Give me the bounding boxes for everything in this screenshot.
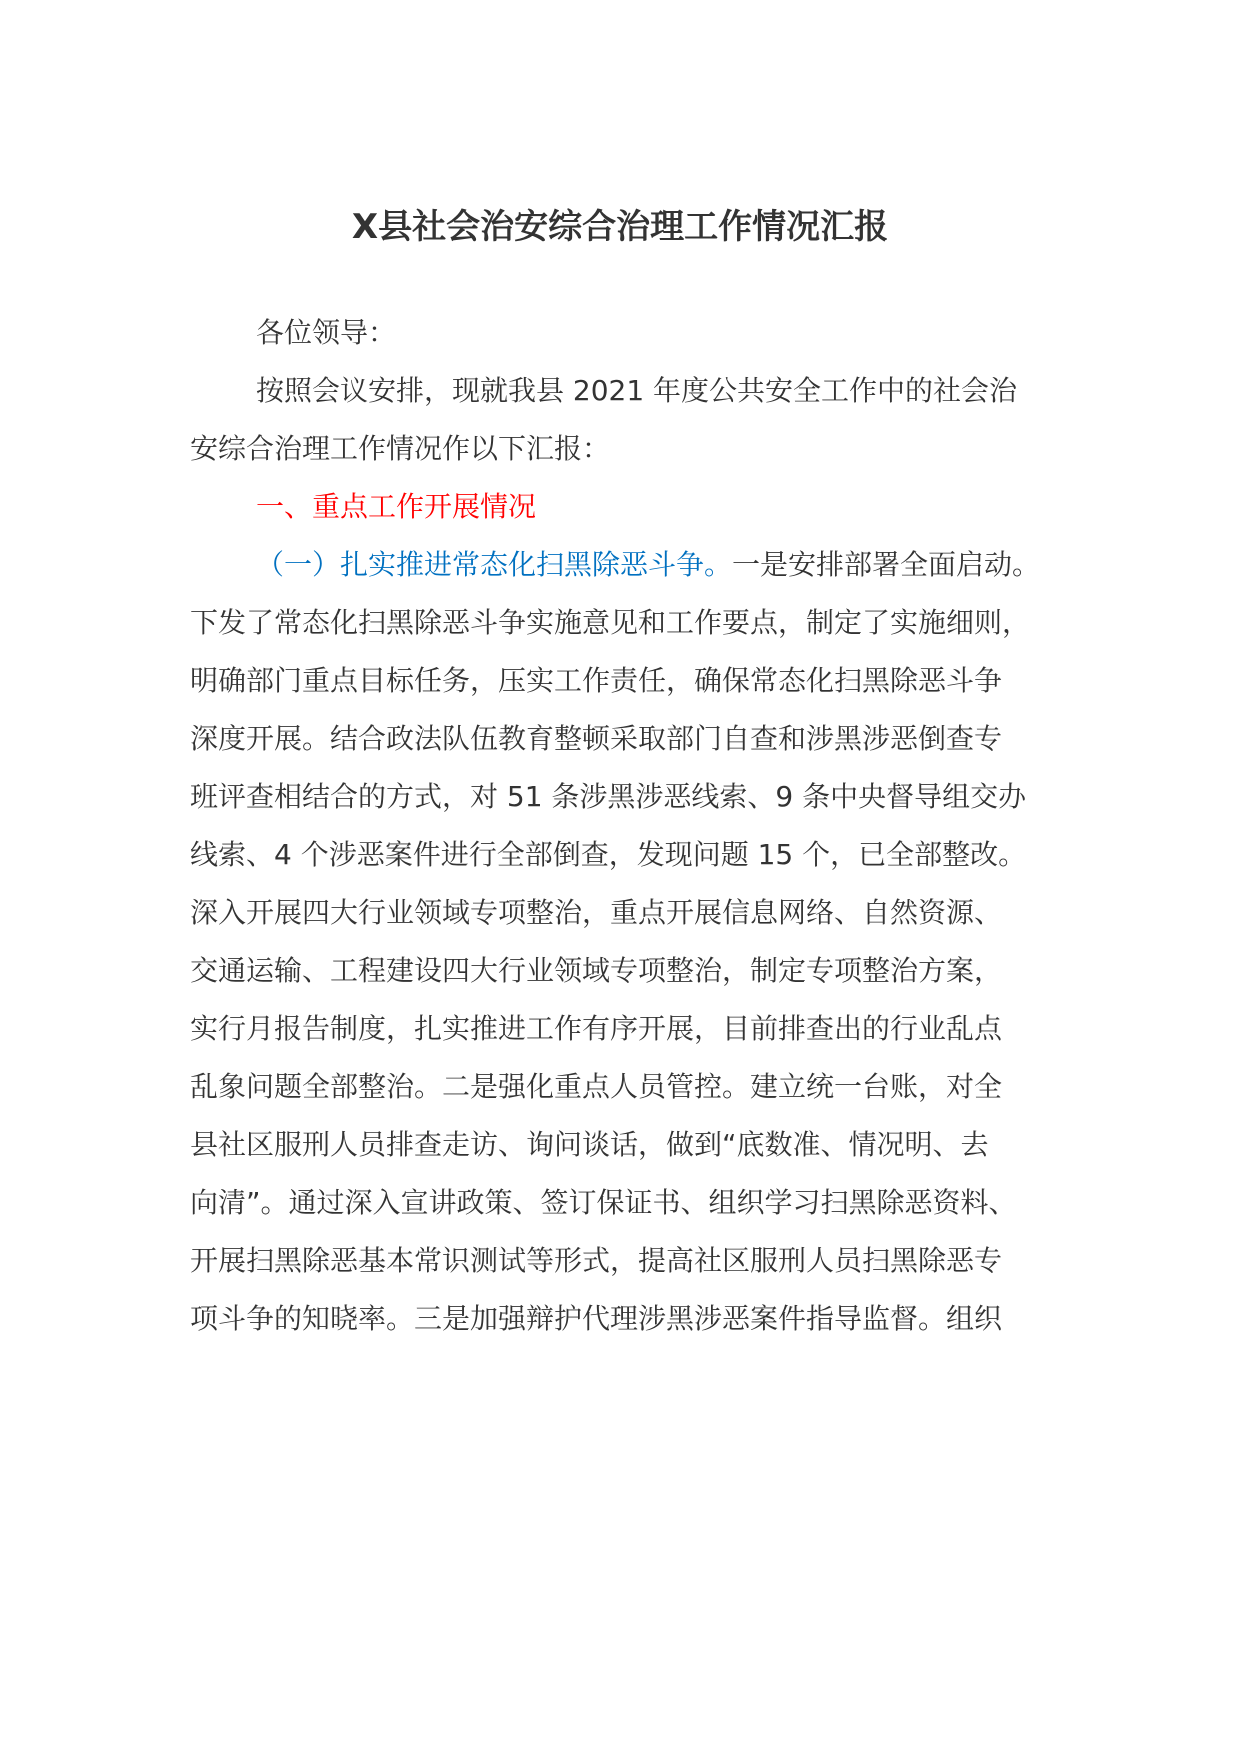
body-line-3: 深度开展。结合政法队伍教育整顿采取部门自查和涉黑涉恶倒查专 <box>190 722 1003 755</box>
body-line-5: 线索、4 个涉恶案件进行全部倒查，发现问题 15 个，已全部整改。 <box>190 838 1027 871</box>
body-line-2: 明确部门重点目标任务，压实工作责任，确保常态化扫黑除恶斗争 <box>190 664 1003 697</box>
subsection-first-line-rest: 一是安排部署全面启动。 <box>732 548 1041 581</box>
document-title: X县社会治安综合治理工作情况汇报 <box>351 207 889 247</box>
body-line-7: 交通运输、工程建设四大行业领域专项整治，制定专项整治方案， <box>190 954 1003 987</box>
body-line-9: 乱象问题全部整治。二是强化重点人员管控。建立统一台账，对全 <box>190 1070 1003 1103</box>
salutation: 各位领导： <box>256 316 397 349</box>
body-line-11: 向清”。通过深入宣讲政策、签订保证书、组织学习扫黑除恶资料、 <box>190 1186 1017 1219</box>
section-heading: 一、重点工作开展情况 <box>256 490 537 523</box>
subsection-heading: （一）扎实推进常态化扫黑除恶斗争。 <box>256 548 733 581</box>
body-line-12: 开展扫黑除恶基本常识测试等形式，提高社区服刑人员扫黑除恶专 <box>190 1244 1003 1277</box>
intro-line-2: 安综合治理工作情况作以下汇报： <box>190 432 611 465</box>
body-line-4: 班评查相结合的方式，对 51 条涉黑涉恶线索、9 条中央督导组交办 <box>190 780 1027 813</box>
intro-line-1: 按照会议安排，现就我县 2021 年度公共安全工作中的社会治 <box>256 374 1018 407</box>
body-line-6: 深入开展四大行业领域专项整治，重点开展信息网络、自然资源、 <box>190 896 1003 929</box>
body-line-10: 县社区服刑人员排查走访、询问谈话，做到“底数准、情况明、去 <box>190 1128 989 1161</box>
subsection-first-line <box>256 545 1040 585</box>
body-line-1: 下发了常态化扫黑除恶斗争实施意见和工作要点，制定了实施细则， <box>190 606 1031 639</box>
body-line-13: 项斗争的知晓率。三是加强辩护代理涉黑涉恶案件指导监督。组织 <box>190 1302 1003 1335</box>
body-line-8: 实行月报告制度，扎实推进工作有序开展，目前排查出的行业乱点 <box>190 1012 1003 1045</box>
